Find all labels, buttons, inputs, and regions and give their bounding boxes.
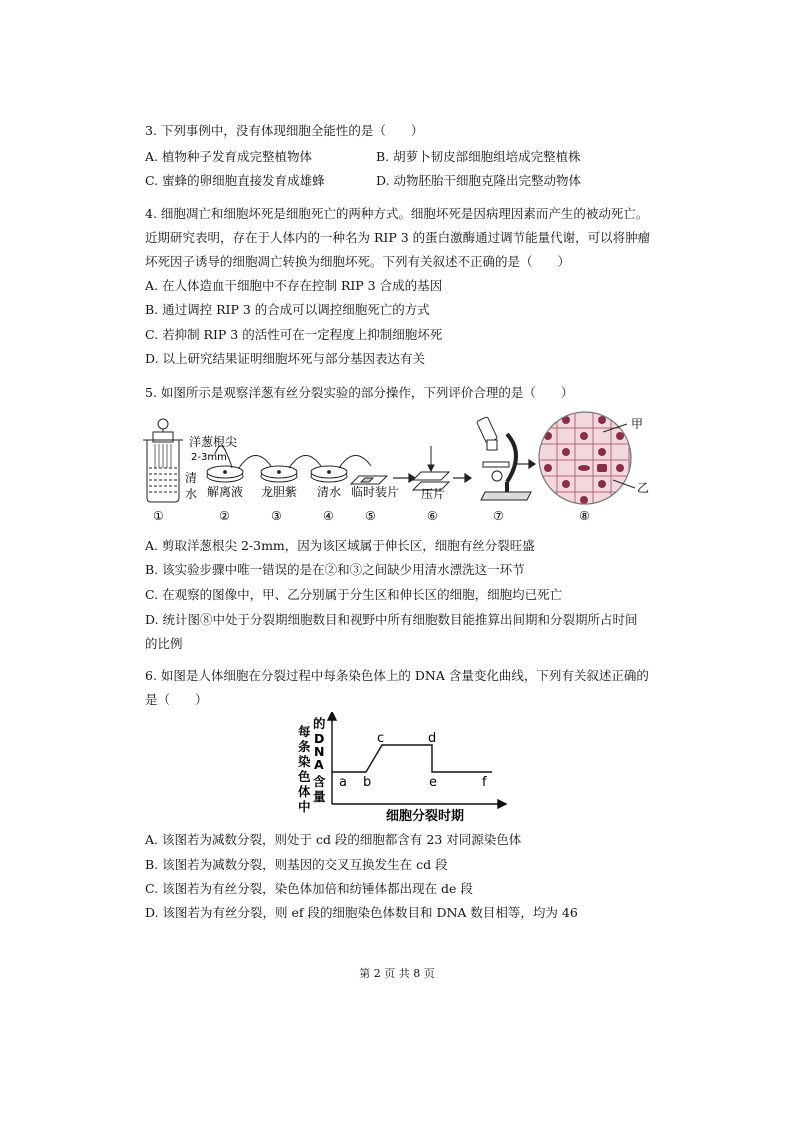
dish-icon-1 xyxy=(207,466,243,482)
root-size-label: 2-3mm xyxy=(191,452,227,463)
ylabel-c2-5: 量 xyxy=(313,789,326,804)
q3-option-c: C. 蜜蜂的卵细胞直接发育成雄蜂 xyxy=(145,173,325,188)
point-a: a xyxy=(339,775,347,790)
q6-option-a: A. 该图若为减数分裂，则处于 cd 段的细胞都含有 23 对同源染色体 xyxy=(145,832,522,847)
q5-option-b: B. 该实验步骤中唯一错误的是在②和③之间缺少用清水漂洗这一环节 xyxy=(145,562,525,577)
point-b: b xyxy=(363,775,372,790)
arrow-right-icon-3 xyxy=(517,460,535,468)
graph-xlabel: 细胞分裂时期 xyxy=(386,809,465,824)
beaker-icon xyxy=(143,419,183,502)
q4-stem-line-2: 近期研究表明，存在于人体内的一种名为 RIP 3 的蛋白激酶通过调节能量代谢，可以将肿瘤 xyxy=(145,230,651,245)
page-footer: 第 2 页 共 8 页 xyxy=(359,967,435,980)
q6-option-b: B. 该图若为减数分裂，则基因的交叉互换发生在 cd 段 xyxy=(145,857,448,872)
step-number-7: ⑦ xyxy=(493,509,504,523)
ylabel-c2-2: N xyxy=(314,744,325,759)
microscope-icon xyxy=(476,417,531,500)
step-label-jieli: 解离液 xyxy=(207,485,244,499)
ylabel-c1-2: 染 xyxy=(298,754,311,769)
root-tip-label: 洋葱根尖 xyxy=(189,435,238,449)
jia-label: 甲 xyxy=(631,417,644,431)
q5-option-a: A. 剪取洋葱根尖 2-3mm，因为该区域属于伸长区，细胞有丝分裂旺盛 xyxy=(145,538,535,553)
ylabel-c1-4: 体 xyxy=(298,784,311,799)
yi-label: 乙 xyxy=(637,481,650,495)
transfer-arrows xyxy=(215,446,371,468)
q4-option-c: C. 若抑制 RIP 3 的活性可在一定程度上抑制细胞坏死 xyxy=(145,327,443,342)
q5-stem: 5. 如图所示是观察洋葱有丝分裂实验的部分操作，下列评价合理的是（ ） xyxy=(145,385,574,400)
step-number-4: ④ xyxy=(323,509,334,523)
step-label-yapian: 压片 xyxy=(421,487,446,501)
q6-dna-graph xyxy=(296,712,516,824)
ylabel-c1-3: 色 xyxy=(298,769,311,784)
step-number-1: ① xyxy=(153,509,164,523)
point-d: d xyxy=(428,731,437,746)
q3-option-a: A. 植物种子发育成完整植物体 xyxy=(145,149,312,164)
q6-option-c: C. 该图若为有丝分裂，染色体加倍和纺锤体都出现在 de 段 xyxy=(145,881,473,896)
ylabel-c2-4: 含 xyxy=(313,774,326,789)
q6-stem-line-2: 是（ ） xyxy=(145,692,208,707)
point-c: c xyxy=(377,731,385,746)
q3-option-b: B. 胡萝卜韧皮部细胞组培成完整植株 xyxy=(376,149,581,164)
arrow-right-icon-2 xyxy=(453,474,471,482)
point-e: e xyxy=(429,775,437,790)
dish-icon-2 xyxy=(261,466,297,482)
step-label-longdanzi: 龙胆紫 xyxy=(261,485,298,499)
step-label-qingshui: 清水 xyxy=(317,485,342,499)
arrow-right-icon xyxy=(393,474,415,482)
step-number-3: ③ xyxy=(271,509,282,523)
ylabel-c2-3: A xyxy=(314,757,324,772)
press-slides-icon xyxy=(413,446,449,490)
water-label-2: 水 xyxy=(185,487,198,501)
step-number-2: ② xyxy=(219,509,230,523)
q5-option-d-line-1: D. 统计图⑧中处于分裂期细胞数目和视野中所有细胞数目能推算出间期和分裂期所占时间 xyxy=(145,612,638,627)
water-label-1: 清 xyxy=(185,471,198,485)
q5-experiment-figure xyxy=(135,410,655,525)
q4-stem-line-1: 4. 细胞凋亡和细胞坏死是细胞死亡的两种方式。细胞坏死是因病理因素而产生的被动死亡。 xyxy=(145,206,649,221)
q4-option-b: B. 通过调控 RIP 3 的合成可以调控细胞死亡的方式 xyxy=(145,302,430,317)
q6-stem-line-1: 6. 如图是人体细胞在分裂过程中每条染色体上的 DNA 含量变化曲线，下列有关叙述正确的 xyxy=(145,668,649,683)
dna-curve xyxy=(332,745,492,772)
q3-stem: 3. 下列事例中，没有体现细胞全能性的是（ ） xyxy=(145,123,424,138)
ylabel-c1-0: 每 xyxy=(298,724,311,739)
step-number-5: ⑤ xyxy=(365,509,376,523)
q5-option-c: C. 在观察的图像中，甲、乙分别属于分生区和伸长区的细胞，细胞均已死亡 xyxy=(145,587,563,602)
slide-icon xyxy=(351,476,387,484)
q4-stem-line-3: 坏死因子诱导的细胞凋亡转换为细胞坏死。下列有关叙述不正确的是（ ） xyxy=(145,254,571,269)
point-f: f xyxy=(482,775,487,790)
q5-option-d-line-2: 的比例 xyxy=(145,636,183,651)
step-number-8: ⑧ xyxy=(579,509,590,523)
step-number-6: ⑥ xyxy=(427,509,438,523)
ylabel-c2-1: D xyxy=(314,731,325,746)
ylabel-c1-5: 中 xyxy=(298,799,311,814)
ylabel-c2-0: 的 xyxy=(313,716,326,731)
q4-option-a: A. 在人体造血干细胞中不存在控制 RIP 3 合成的基因 xyxy=(145,278,443,293)
ylabel-c1-1: 条 xyxy=(298,739,311,754)
graph-axes xyxy=(328,712,506,808)
dish-icon-3 xyxy=(311,466,347,482)
q4-option-d: D. 以上研究结果证明细胞坏死与部分基因表达有关 xyxy=(145,351,426,366)
step-label-linshi: 临时装片 xyxy=(351,485,400,499)
q3-option-d: D. 动物胚胎干细胞克隆出完整动物体 xyxy=(376,173,582,188)
q6-option-d: D. 该图若为有丝分裂，则 ef 段的细胞染色体数目和 DNA 数目相等，均为 46 xyxy=(145,905,578,920)
micrograph-image xyxy=(539,412,631,508)
